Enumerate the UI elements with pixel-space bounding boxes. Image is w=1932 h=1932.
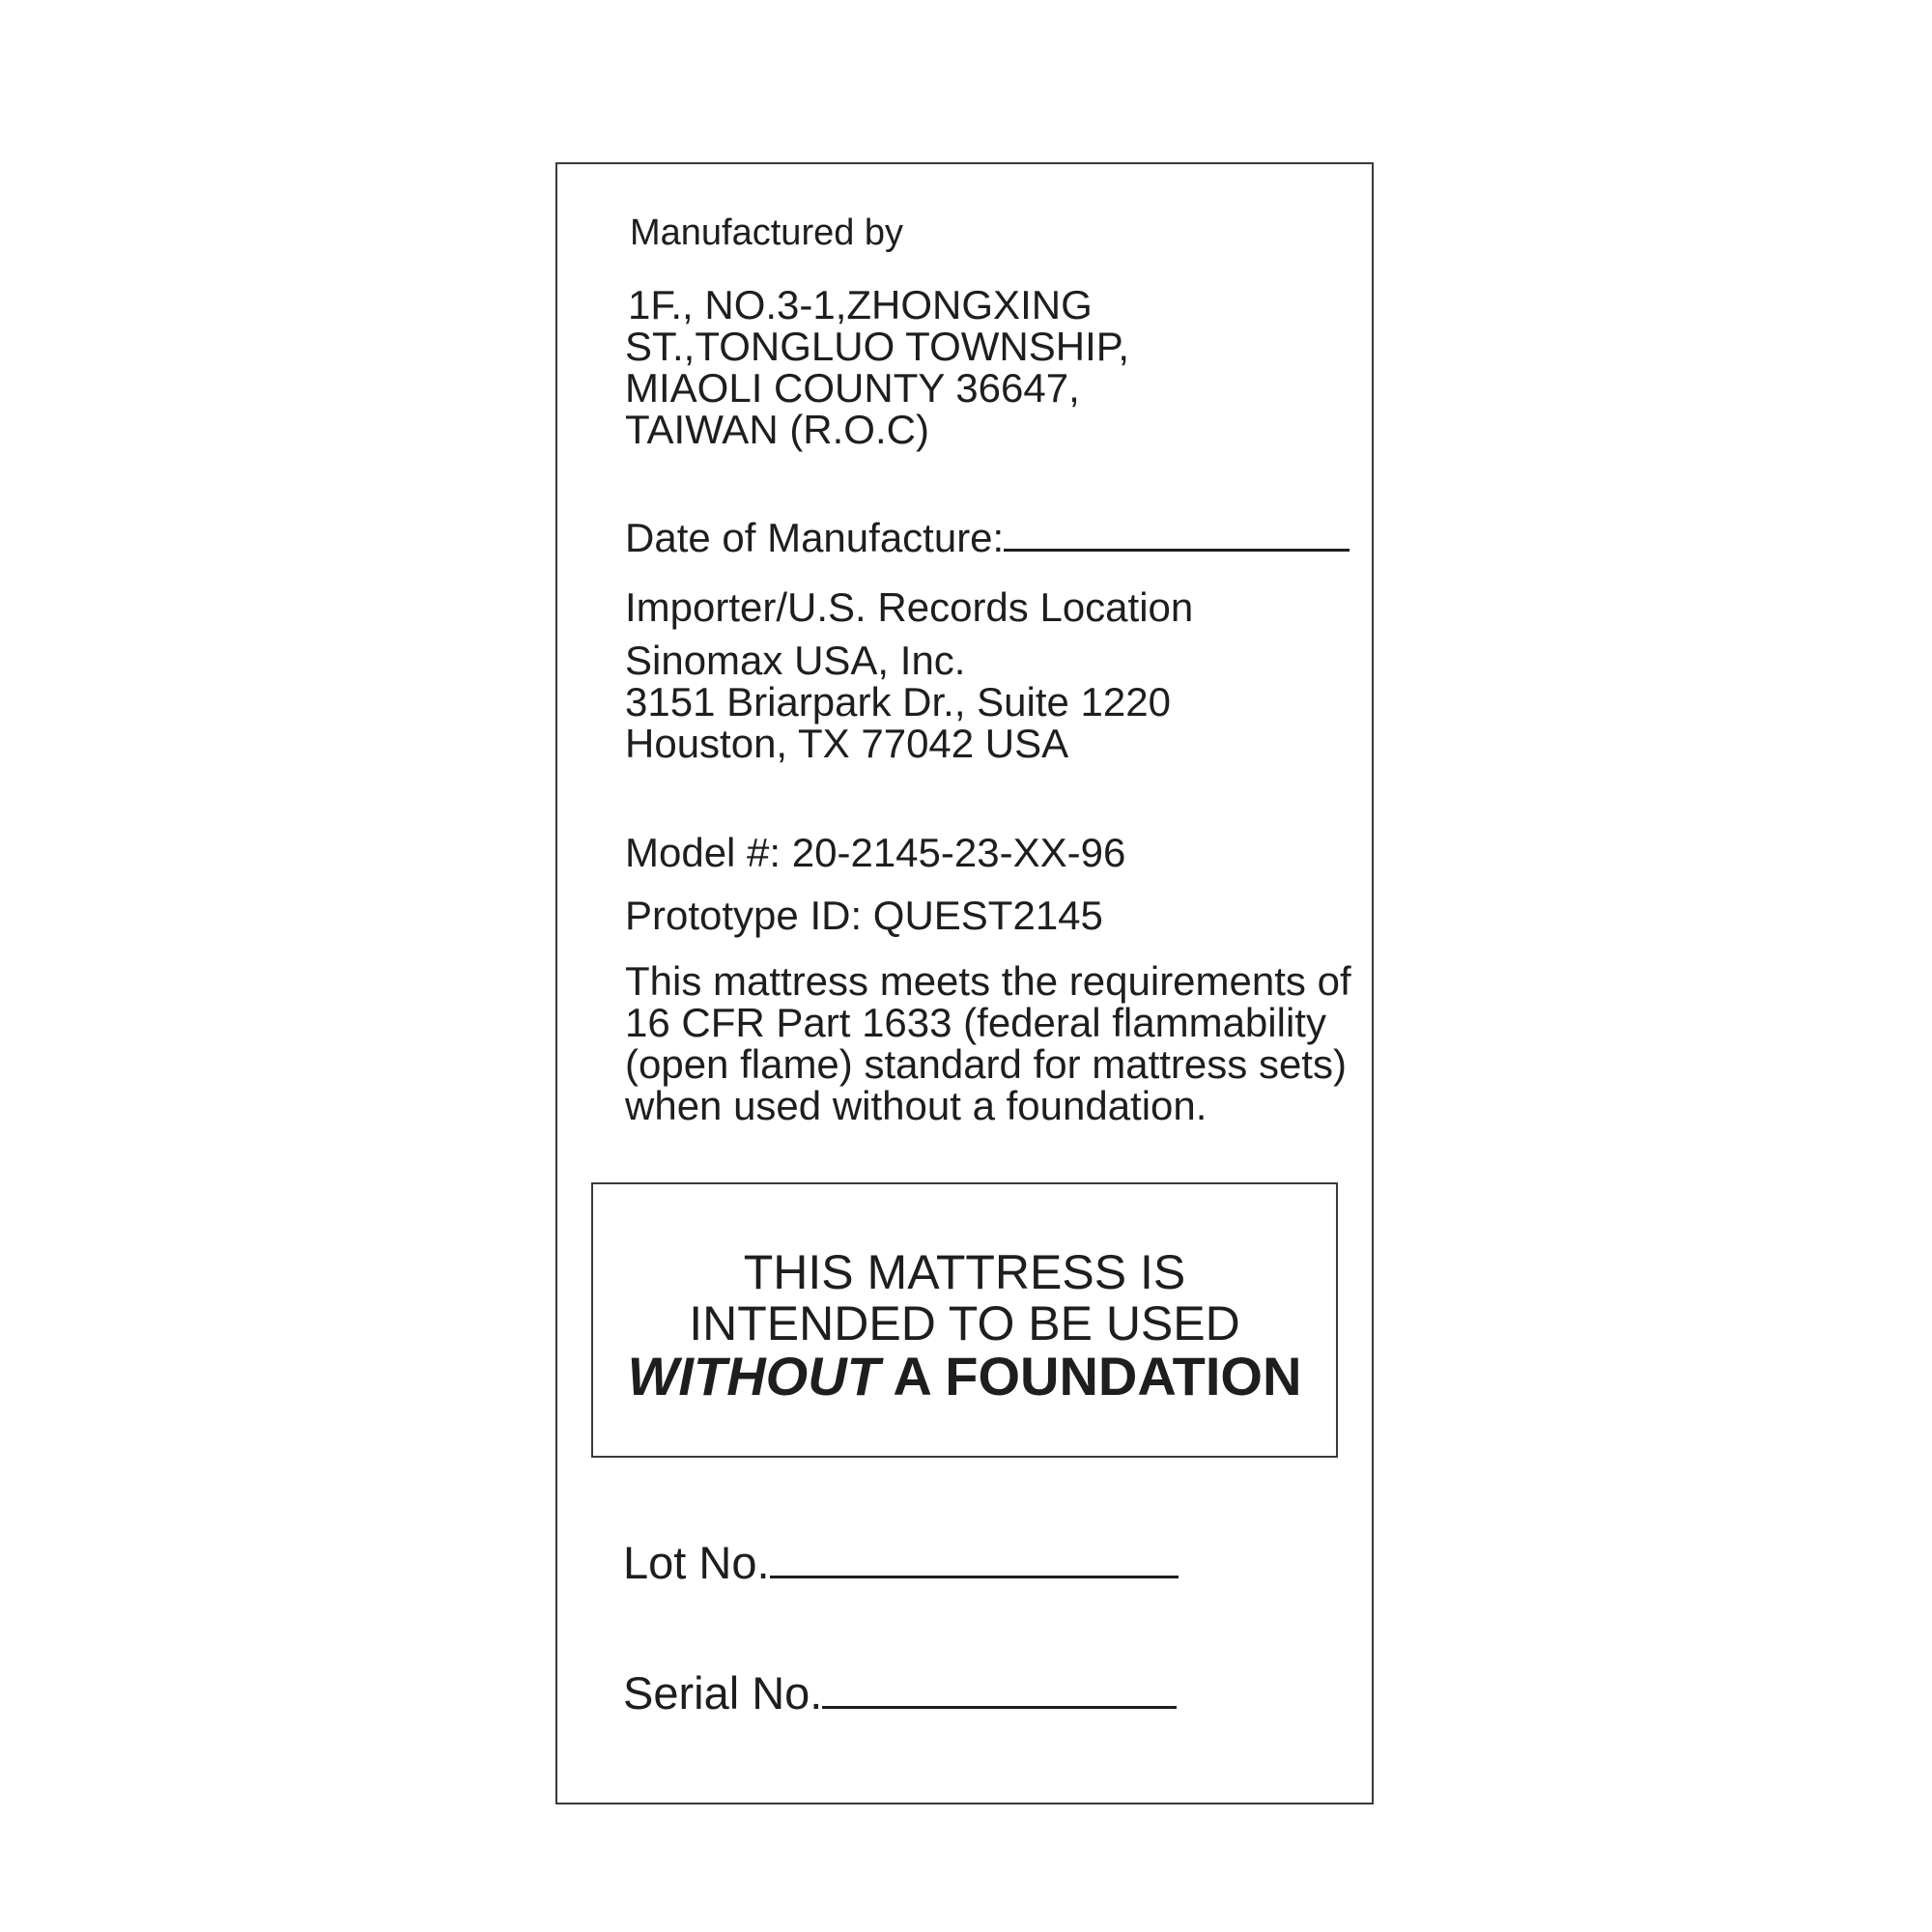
- foundation-notice-box: [591, 1182, 1338, 1458]
- date-of-manufacture: [625, 515, 1350, 560]
- compliance-line: when used without a foundation.: [625, 1083, 1208, 1128]
- serial-blank-line: [822, 1705, 1177, 1709]
- importer-line: Sinomax USA, Inc.: [625, 638, 966, 683]
- date-of-manufacture-label: Date of Manufacture:: [625, 515, 1005, 560]
- lot-blank-line: [770, 1575, 1179, 1578]
- mattress-law-label: [555, 162, 1374, 1804]
- address-line: ST.,TONGLUO TOWNSHIP,: [625, 324, 1130, 369]
- notice-line-2: INTENDED TO BE USED: [689, 1296, 1240, 1350]
- lot-number: [623, 1537, 1179, 1588]
- lot-number-label: Lot No.: [623, 1537, 770, 1588]
- model-number: Model #: 20-2145-23-XX-96: [625, 830, 1126, 875]
- compliance-line: (open flame) standard for mattress sets): [625, 1041, 1347, 1087]
- serial-number: [623, 1667, 1177, 1719]
- notice-emphasis: WITHOUT: [627, 1346, 880, 1406]
- importer-heading: Importer/U.S. Records Location: [625, 584, 1194, 630]
- importer-address: [625, 639, 1171, 764]
- notice-line-3: [593, 1346, 1336, 1406]
- compliance-line: This mattress meets the requirements of: [625, 958, 1351, 1004]
- date-blank-line: [1004, 548, 1350, 552]
- compliance-statement: [625, 960, 1351, 1126]
- importer-line: Houston, TX 77042 USA: [625, 721, 1069, 766]
- notice-line-1: THIS MATTRESS IS: [743, 1245, 1186, 1299]
- manufacturer-heading: Manufactured by: [630, 213, 904, 253]
- prototype-id: Prototype ID: QUEST2145: [625, 893, 1103, 938]
- serial-number-label: Serial No.: [623, 1667, 823, 1719]
- address-line: 1F., NO.3-1,ZHONGXING: [628, 282, 1093, 327]
- address-line: MIAOLI COUNTY 36647,: [625, 365, 1080, 411]
- manufacturer-address: [625, 284, 1129, 450]
- compliance-line: 16 CFR Part 1633 (federal flammability: [625, 1000, 1326, 1045]
- notice-line-3-rest: A FOUNDATION: [879, 1346, 1302, 1406]
- importer-line: 3151 Briarpark Dr., Suite 1220: [625, 679, 1171, 724]
- address-line: TAIWAN (R.O.C): [625, 407, 929, 452]
